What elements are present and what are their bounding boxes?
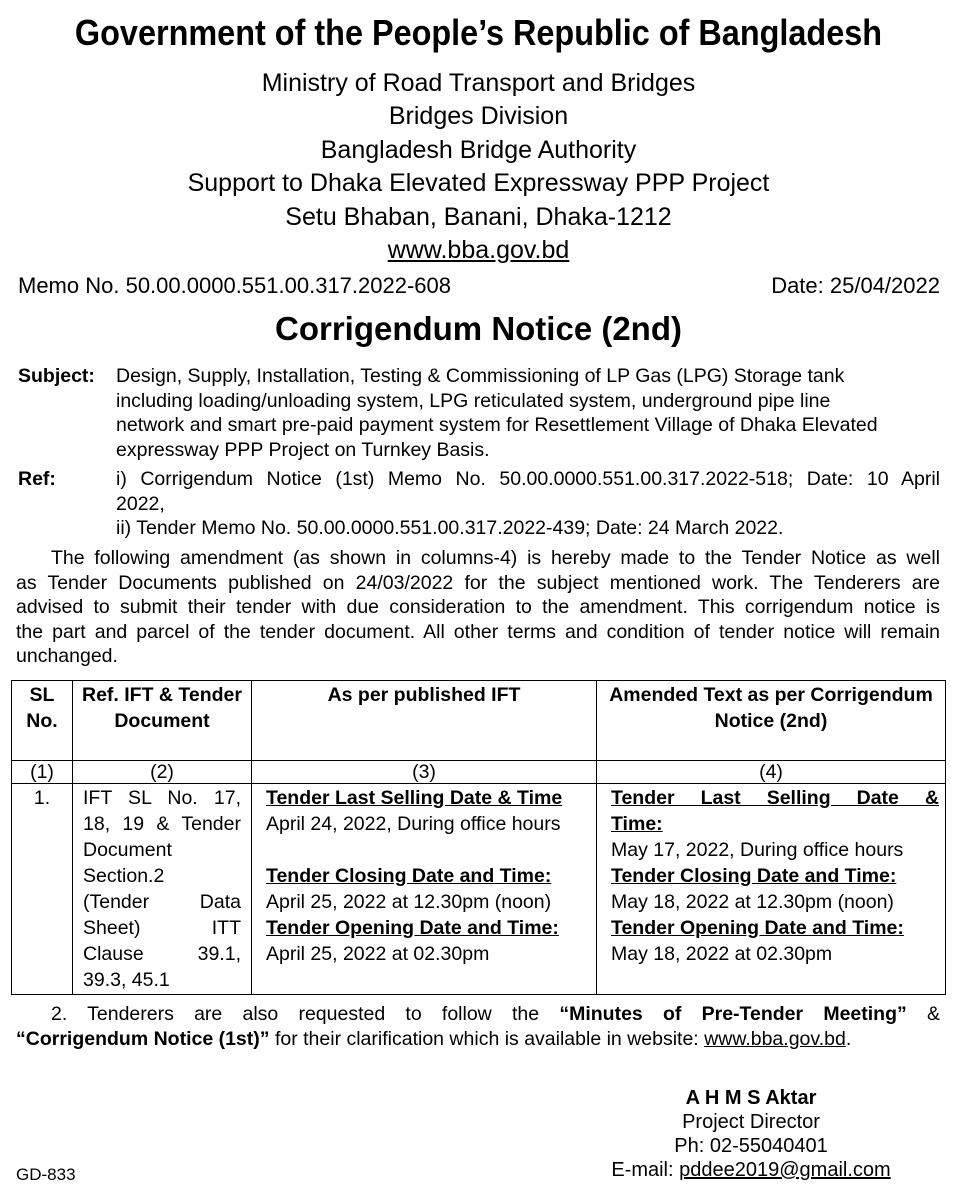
- ref-line: Document: [83, 839, 172, 861]
- table-row: [12, 784, 946, 995]
- ref-label: Ref:: [18, 468, 56, 490]
- amendment-table: [11, 680, 946, 995]
- subject-text: [116, 364, 946, 462]
- header-ref: Ref. IFT & Tender Document: [73, 681, 252, 761]
- website-link[interactable]: www.bba.gov.bd: [387, 236, 570, 264]
- note-2-prefix: 2. Tenderers are also requested to follow the: [51, 1003, 540, 1025]
- memo-number: Memo No. 50.00.0000.551.00.317.2022-608: [18, 273, 451, 298]
- signatory-name: A H M S Aktar: [685, 1087, 817, 1109]
- amended-selling-heading-cont: Time:: [611, 813, 663, 835]
- subject-line: including loading/unloading system, LPG reticulated system, underground pipe line: [116, 389, 831, 412]
- ref-line: 39.3, 45.1: [83, 969, 170, 991]
- col-number: (2): [73, 761, 252, 784]
- paragraph-line: the part and parcel of the tender document. All other terms and condition of tender notice will remain: [16, 620, 940, 643]
- signatory-phone: Ph: 02-55040401: [674, 1135, 828, 1157]
- amended-opening-heading: Tender Opening Date and Time:: [611, 917, 904, 939]
- header-amended: Amended Text as per Corrigendum Notice (2nd): [597, 681, 946, 761]
- ref-line: Sheet) ITT: [83, 917, 241, 939]
- ref-line: 18, 19 & Tender: [83, 813, 241, 835]
- corrigendum-1st-reference: “Corrigendum Notice (1st)”: [16, 1027, 270, 1050]
- paragraph-line: unchanged.: [16, 645, 118, 667]
- memo-date: Date: 25/04/2022: [771, 273, 940, 298]
- signatory-email-line: [596, 1158, 906, 1182]
- published-opening-heading: Tender Opening Date and Time:: [266, 917, 559, 939]
- header-published: As per published IFT: [252, 681, 597, 761]
- row-ref: [73, 784, 252, 995]
- signatory-designation: Project Director: [682, 1111, 820, 1133]
- col-number: (1): [12, 761, 73, 784]
- published-closing-heading: Tender Closing Date and Time:: [266, 865, 552, 887]
- note-2: [16, 1002, 940, 1051]
- amended-closing-value: May 18, 2022 at 12.30pm (noon): [611, 891, 894, 913]
- column-number-row: [12, 761, 946, 784]
- paragraph-line: advised to submit their tender with due consideration to the amendment. This corrigendum notice is: [16, 596, 940, 618]
- note-2-line-1: [16, 1002, 940, 1027]
- memo-row: [18, 273, 940, 299]
- ref-line: Clause 39.1,: [83, 943, 241, 965]
- project-line: Support to Dhaka Elevated Expressway PPP Project: [187, 169, 770, 197]
- ministry-line: Ministry of Road Transport and Bridges: [261, 69, 696, 97]
- col-number: (3): [252, 761, 597, 784]
- signature-block: [596, 1086, 906, 1182]
- note-2-line-2: [16, 1027, 940, 1052]
- authority-line: Bangladesh Bridge Authority: [320, 136, 637, 164]
- paragraph-line: as Tender Documents published on 24/03/2022 for the subject mentioned work. The Tenderers are: [16, 571, 940, 594]
- amended-selling-value: May 17, 2022, During office hours: [611, 839, 904, 861]
- minutes-reference: “Minutes of Pre-Tender Meeting”: [559, 1003, 907, 1025]
- published-opening-value: April 25, 2022 at 02.30pm: [266, 943, 490, 965]
- email-label: E-mail:: [611, 1159, 674, 1181]
- subject-line: network and smart pre-paid payment system for Resettlement Village of Dhaka Elevated: [116, 414, 878, 436]
- note-website-link[interactable]: www.bba.gov.bd: [704, 1027, 846, 1050]
- ref-line: IFT SL No. 17,: [83, 787, 241, 809]
- subject-label: Subject:: [18, 365, 95, 387]
- col-number: (4): [597, 761, 946, 784]
- header-sl: SL No.: [12, 681, 73, 761]
- ref-item-1: i) Corrigendum Notice (1st) Memo No. 50.00.0000.551.00.317.2022-518; Date: 10 April: [116, 468, 940, 490]
- table-header-row: [12, 681, 946, 761]
- subject-line: expressway PPP Project on Turnkey Basis.: [116, 438, 490, 461]
- amended-opening-value: May 18, 2022 at 02.30pm: [611, 943, 833, 965]
- amendment-paragraph: [16, 546, 940, 669]
- note-2-middle: for their clarification which is available in website:: [274, 1027, 699, 1050]
- row-amended: [597, 784, 946, 995]
- ref-line: Section.2: [83, 865, 165, 887]
- address-line: Setu Bhaban, Banani, Dhaka-1212: [285, 203, 672, 231]
- ref-item-2: ii) Tender Memo No. 50.00.0000.551.00.317.2022-439; Date: 24 March 2022.: [116, 517, 784, 539]
- amended-selling-heading: Tender Last Selling Date &: [611, 787, 939, 809]
- government-title: Government of the People’s Republic of Bangladesh: [74, 12, 883, 53]
- published-selling-value: April 24, 2022, During office hours: [266, 813, 561, 835]
- row-sl: 1.: [12, 784, 73, 995]
- ref-line: (Tender Data: [83, 891, 241, 913]
- notice-title: Corrigendum Notice (2nd): [274, 310, 682, 347]
- paragraph-line: The following amendment (as shown in columns-4) is hereby made to the Tender Notice as well: [51, 547, 940, 569]
- note-2-end: .: [845, 1027, 852, 1050]
- email-link[interactable]: pddee2019@gmail.com: [679, 1159, 891, 1181]
- ref-text: [116, 467, 940, 541]
- division-line: Bridges Division: [388, 102, 569, 130]
- row-published: [252, 784, 597, 995]
- amended-closing-heading: Tender Closing Date and Time:: [611, 865, 897, 887]
- ampersand: &: [927, 1003, 941, 1025]
- published-closing-value: April 25, 2022 at 12.30pm (noon): [266, 891, 552, 913]
- published-selling-heading: Tender Last Selling Date & Time: [266, 787, 563, 809]
- footer-code: GD-833: [16, 1165, 76, 1184]
- subject-line: Design, Supply, Installation, Testing & Commissioning of LP Gas (LPG) Storage tank: [116, 365, 845, 387]
- ref-item-1-cont: 2022,: [116, 492, 165, 515]
